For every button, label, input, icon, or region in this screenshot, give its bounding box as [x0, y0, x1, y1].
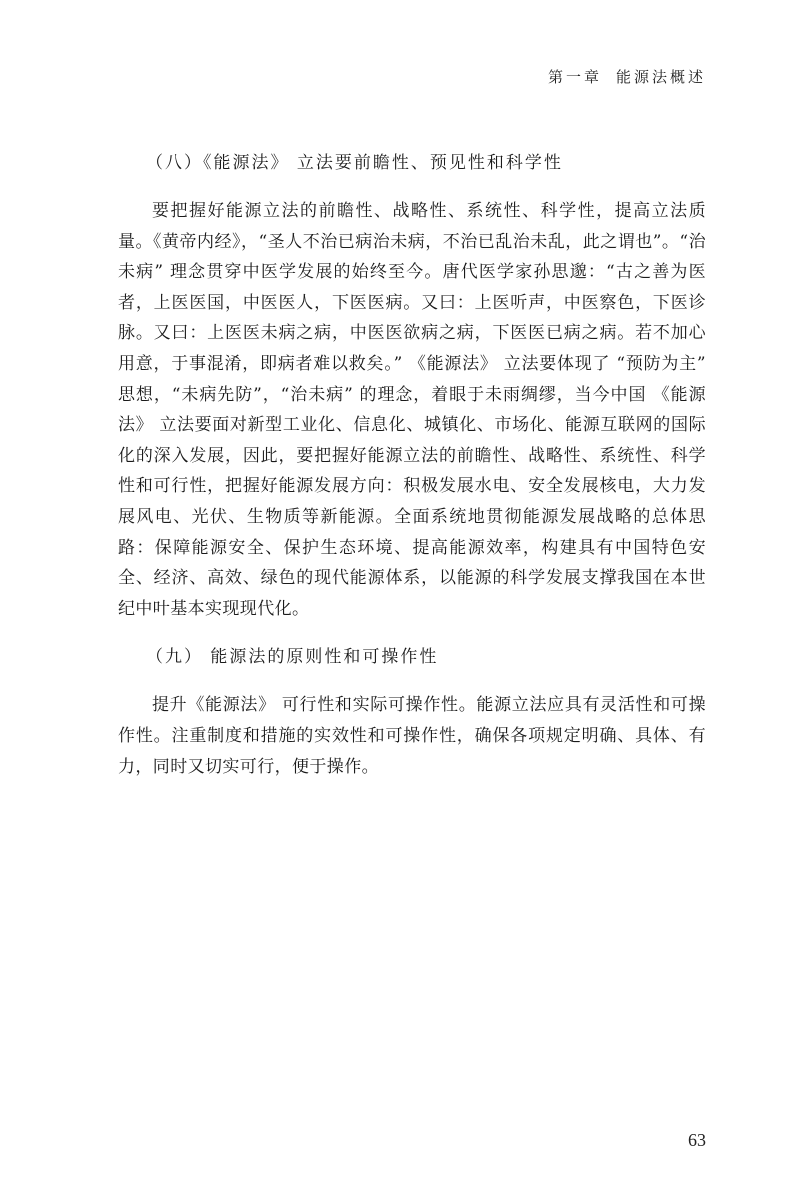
page-body	[118, 150, 706, 802]
running-head	[548, 66, 706, 87]
running-head-chapter: 第一章	[547, 68, 602, 86]
section-heading-9: （九） 能源法的原则性和可操作性	[146, 647, 439, 668]
section-paragraph-8: 要把握好能源立法的前瞻性、战略性、系统性、科学性，提高立法质量。《黄帝内经》，“圣人不治已病治未病，不治已乱治未乱，此之谓也”。“治未病” 理念贯穿中医学发展的始终至今。唐代医学家孙思邈：“古之善为医者，上医医国，中医医人，下医医病。又曰：上医听声，中医察色，下医诊脉。又曰：上医医未病之病，中医医欲病之病，下医医已病之病。若不加心用意，于事混淆，即病者难以救矣。” 《能源法》 立法要体现了 “预防为主” 思想，“未病先防”，“治未病” 的理念，着眼于未雨绸缪，当今中国 《能源法》 立法要面对新型工业化、信息化、城镇化、市场化、能源互联网的国际化的深入发展，因此，要把握好能源立法的前瞻性、战略性、系统性、科学性和可行性，把握好能源发展方向：积极发展水电、安全发展核电，大力发展风电、光伏、生物质等新能源。全面系统地贯彻能源发展战略的总体思路：保障能源安全、保护生态环境、提高能源效率，构建具有中国特色安全、经济、高效、绿色的现代能源体系，以能源的科学发展支撑我国在本世纪中叶基本实现现代化。	[118, 201, 706, 619]
section-heading-8: （八）《能源法》 立法要前瞻性、预见性和科学性	[146, 153, 563, 173]
section-paragraph-9: 提升《能源法》 可行性和实际可操作性。能源立法应具有灵活性和可操作性。注重制度和措施的实效性和可操作性，确保各项规定明确、具体、有力，同时又切实可行，便于操作。	[118, 695, 706, 777]
running-head-title: 能源法概述	[615, 68, 706, 86]
page-number: 63	[688, 1130, 706, 1150]
